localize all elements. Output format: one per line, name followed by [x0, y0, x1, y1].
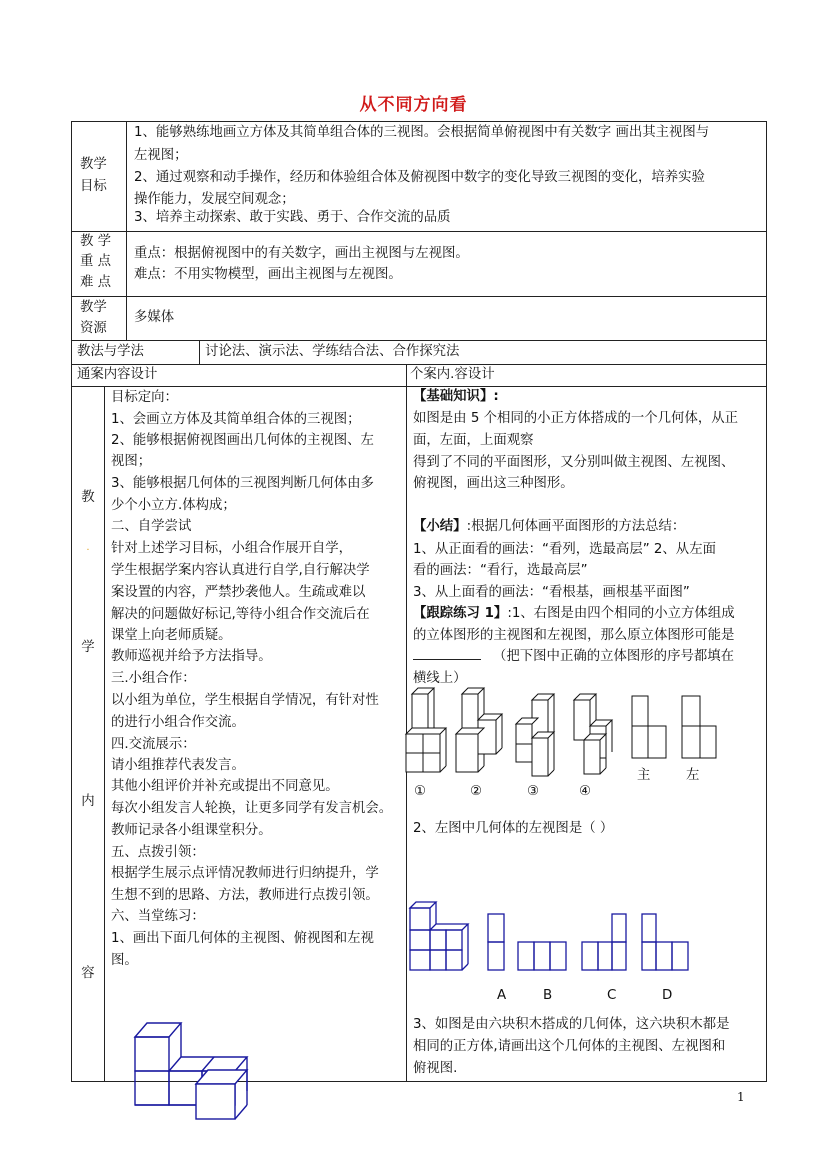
left-line: 课堂上向老师质疑。 — [111, 628, 232, 643]
left-line: 解决的问题做好标记,等待小组合作交流后在 — [111, 607, 370, 622]
option-b-label: B — [543, 988, 553, 1003]
option-b-figure — [518, 942, 566, 970]
figure-1 — [406, 688, 446, 772]
question-3-line: 3、如图是由六块积木搭成的几何体，这六块积木都是 — [413, 1017, 730, 1032]
option-a-figure — [488, 914, 504, 970]
left-line: 学生根据学案内容认真进行自学,自行解决学 — [111, 563, 370, 578]
right-line: 3、从上面看的画法：“看根基，画根基平面图” — [413, 585, 690, 600]
choice-label: ④ — [579, 784, 592, 799]
left-line: 六、当堂练习： — [111, 909, 205, 924]
left-line: 针对上述学习目标，小组合作展开自学， — [111, 541, 353, 556]
content-label-char: 教 — [81, 490, 95, 505]
left-line: 的进行小组合作交流。 — [111, 715, 245, 730]
left-line: 生想不到的思路、方法，教师进行点拨引领。 — [111, 888, 379, 903]
left-line: 教师巡视并给予方法指导。 — [111, 649, 272, 664]
right-line: 俯视图，画出这三种图形。 — [413, 476, 574, 491]
methods-value: 讨论法、演示法、学练结合法、合作探究法 — [205, 344, 460, 359]
left-line: 1、画出下面几何体的主视图、俯视图和左视 — [111, 931, 374, 946]
front-view — [632, 696, 666, 758]
left-line: 教师记录各小组课堂积分。 — [111, 823, 272, 838]
page-title: 从不同方向看 — [359, 95, 468, 115]
side-view — [682, 696, 716, 758]
answer-line — [413, 646, 734, 669]
side-view-label: 左 — [686, 768, 700, 783]
left-line: 目标定向： — [111, 390, 178, 405]
keypoints-label-1: 教 学 — [80, 234, 112, 249]
content-label-char: 内 — [81, 794, 95, 809]
choice-label: ① — [414, 784, 427, 799]
option-a-label: A — [497, 988, 507, 1003]
content-label-char: 学 — [81, 640, 95, 655]
content-label-divider — [104, 386, 105, 1081]
goals-label: 教学 目标 — [80, 157, 107, 194]
left-line: 其他小组评价并补充或提出不同意见。 — [111, 779, 339, 794]
left-line: 案设置的内容，严禁抄袭他人。生疏或难以 — [111, 585, 366, 600]
right-line: 横线上） — [413, 671, 467, 686]
track-text: :1、右图是由四个相同的小立方体组成 — [507, 606, 735, 621]
basic-knowledge-heading: 【基础知识】: — [413, 389, 499, 404]
right-line: 得到了不同的平面图形，又分别叫做主视图、左视图、 — [413, 455, 735, 470]
resources-value: 多媒体 — [134, 310, 175, 325]
left-line: 每次小组发言人轮换，让更多同学有发言机会。 — [111, 801, 393, 816]
track-text-line: （把下图中正确的立体图形的序号都填在 — [493, 649, 735, 664]
question-3-line: 俯视图. — [413, 1061, 458, 1076]
choice-label: ③ — [527, 784, 540, 799]
keypoint-line: 难点：不用实物模型，画出主视图与左视图。 — [134, 267, 402, 282]
right-line: 面，左面，上面观察 — [413, 433, 534, 448]
q2-solid — [410, 902, 468, 970]
option-c-label: C — [607, 988, 617, 1003]
resources-label: 教学 资源 — [80, 300, 107, 336]
option-d-figure — [642, 914, 688, 970]
left-column-header: 通案内容设计 — [77, 367, 158, 382]
option-c-figure — [582, 914, 626, 970]
keypoint-line: 重点：根据俯视图中的有关数字，画出主视图与左视图。 — [134, 246, 469, 261]
keypoints-label-2: 重 点 — [80, 254, 112, 269]
table-border-left — [71, 121, 72, 1081]
table-border-right — [766, 121, 767, 1081]
left-line: 四.交流展示： — [111, 737, 196, 752]
summary-heading: 【小结】 — [413, 519, 467, 534]
track-heading: 【跟踪练习 1】 — [413, 606, 508, 621]
right-column-header: 个案内.容设计 — [410, 367, 495, 382]
right-line: 的立体图形的主视图和左视图，那么原立体图形可能是 — [413, 628, 735, 643]
figure-4 — [574, 694, 612, 774]
left-line: 2、能够根据俯视图画出几何体的主视图、左 — [111, 433, 374, 448]
question-2: 2、左图中几何体的左视图是（ ） — [413, 821, 614, 836]
left-line: 以小组为单位，学生根据自学情况，有针对性 — [111, 693, 379, 708]
goals-line: 操作能力，发展空间观念； — [134, 192, 295, 207]
figure-3 — [516, 694, 554, 776]
right-line: 1、从正面看的画法：“看列，选最高层” 2、从左面 — [413, 542, 716, 557]
left-line: 二、自学尝试 — [111, 519, 192, 534]
methods-label: 教法与学法 — [77, 344, 144, 359]
left-line: 3、能够根据几何体的三视图判断几何体由多 — [111, 476, 374, 491]
summary-text: :根据几何体画平面图形的方法总结： — [466, 519, 686, 534]
front-view-label: 主 — [637, 768, 651, 783]
content-label-char: 容 — [81, 966, 95, 981]
choice-figures — [404, 688, 724, 780]
figure-2 — [456, 688, 502, 772]
goals-line: 3、培养主动探索、敢于实践、勇于、合作交流的品质 — [134, 210, 451, 225]
row-divider — [71, 231, 767, 232]
question-2-figures — [406, 896, 726, 976]
cube-figure-exercise — [130, 1018, 260, 1122]
goals-line: 1、能够熟练地画立方体及其简单组合体的三视图。会根据简单俯视图中有关数字 画出其主视图与 — [134, 125, 710, 140]
left-line: 三.小组合作： — [111, 671, 196, 686]
methods-divider — [199, 340, 200, 364]
left-line: 图。 — [111, 953, 138, 968]
goals-line: 2、通过观察和动手操作，经历和体验组合体及俯视图中数字的变化导致三视图的变化，培养实验 — [134, 170, 705, 185]
left-line: 根据学生展示点评情况教师进行归纳提升，学 — [111, 866, 379, 881]
summary-line — [413, 516, 685, 539]
decorative-dot: · — [86, 545, 90, 556]
track-line — [413, 603, 735, 626]
left-line: 请小组推荐代表发言。 — [111, 758, 245, 773]
page-number: 1 — [737, 1090, 745, 1104]
answer-blank[interactable] — [413, 647, 481, 660]
option-d-label: D — [662, 988, 673, 1003]
choice-label: ② — [470, 784, 483, 799]
label-column-divider — [126, 121, 127, 340]
question-3-line: 相同的正方体,请画出这个几何体的主视图、左视图和 — [413, 1039, 726, 1054]
row-divider — [71, 296, 767, 297]
right-line: 如图是由 5 个相同的小正方体搭成的一个几何体，从正 — [413, 411, 739, 426]
left-line: 视图； — [111, 454, 152, 469]
left-line: 五、点拨引领： — [111, 845, 205, 860]
left-line: 1、会画立方体及其简单组合体的三视图； — [111, 412, 361, 427]
left-line: 少个小立方.体构成； — [111, 498, 236, 513]
goals-line: 左视图； — [134, 148, 188, 163]
keypoints-label-3: 难 点 — [80, 275, 112, 290]
right-line: 看的画法：“看行，选最高层” — [413, 563, 588, 578]
